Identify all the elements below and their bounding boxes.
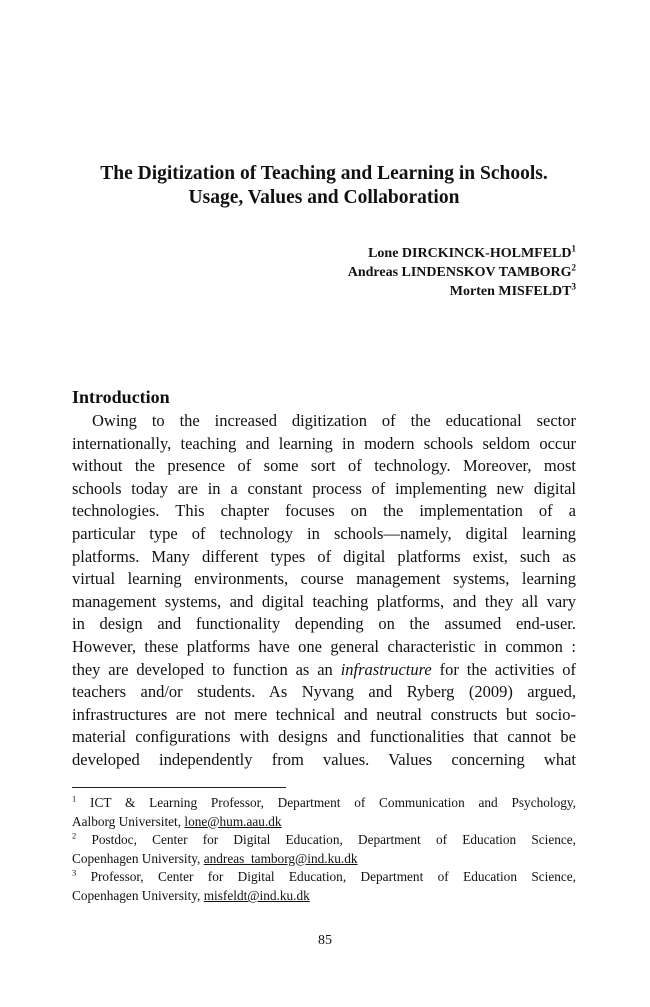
footnote-2: $^2$ Postdoc, Center for Digital Education, Department of Education Science,	[72, 830, 576, 848]
footnote-3-num: 3	[72, 867, 77, 878]
author-1-ref: 1	[571, 243, 576, 254]
footnote-2-email[interactable]: andreas_tamborg@ind.ku.dk	[203, 850, 358, 866]
body-line: developed independently from values. Values concerning what	[72, 749, 576, 769]
footnote-1: $^1$ ICT & Learning Professor, Department of Communication and Psychology,	[72, 793, 576, 810]
footnote-2-num: 2	[72, 830, 77, 841]
page-number: 85	[318, 933, 332, 948]
paper-title	[72, 162, 576, 210]
body-line: teachers and/or students. As Nyvang and Ryberg (2009) argued,	[72, 682, 576, 702]
section-heading: Introduction	[72, 387, 170, 407]
author-3: Morten MISFELDT$^3$	[449, 281, 576, 299]
footnote-divider	[72, 787, 286, 788]
author-1: Lone DIRCKINCK-HOLMFELD$^1$	[368, 243, 576, 261]
footnote-3-cont: Copenhagen University, misfeldt@ind.ku.dk	[72, 887, 310, 903]
author-2: Andreas LINDENSKOV TAMBORG$^2$	[347, 262, 576, 280]
footnotes	[72, 794, 576, 906]
body-line: schools today are in a constant process of implementing new digital	[72, 478, 576, 498]
footnote-3: $^3$ Professor, Center for Digital Education, Department of Education Science,	[72, 867, 576, 885]
body-line: management systems, and digital teaching platforms, and they all vary	[72, 591, 576, 611]
footnote-1-num: 1	[72, 793, 77, 804]
body-line: infrastructures are not mere technical and neutral constructs but socio-	[72, 704, 576, 724]
footnote-1-cont: Aalborg Universitet, lone@hum.aau.dk	[72, 813, 282, 829]
footnote-3-email[interactable]: misfeldt@ind.ku.dk	[203, 887, 310, 903]
body-line: in design and functionality depending on the assumed end-user.	[72, 614, 576, 634]
author-3-ref: 3	[571, 281, 576, 292]
body-line: they are developed to function as an infrastructure for the activities of	[72, 659, 576, 679]
body-text	[72, 410, 576, 772]
body-line: technologies. This chapter focuses on the implementation of a	[72, 501, 576, 521]
body-line: material configurations with designs and functionalities that cannot be	[72, 727, 576, 747]
body-line: without the presence of some sort of technology. Moreover, most	[72, 456, 576, 476]
footnote-2-cont: Copenhagen University, andreas_tamborg@ind.ku.dk	[72, 850, 358, 866]
author-2-ref: 2	[571, 262, 576, 273]
footnote-1-email[interactable]: lone@hum.aau.dk	[184, 813, 282, 829]
body-line: However, these platforms have one general characteristic in common :	[72, 636, 576, 656]
title-line-2: Usage, Values and Collaboration	[188, 187, 460, 208]
author-list	[348, 244, 576, 301]
body-line: platforms. Many different types of digital platforms exist, such as	[72, 546, 576, 566]
body-line: Owing to the increased digitization of the educational sector	[92, 411, 576, 430]
italic-term: infrastructure	[340, 659, 432, 679]
body-line: particular type of technology in schools—namely, digital learning	[72, 523, 576, 543]
body-line: internationally, teaching and learning in modern schools seldom occur	[72, 433, 576, 453]
title-line-1: The Digitization of Teaching and Learning in Schools.	[100, 163, 548, 184]
body-line: virtual learning environments, course management systems, learning	[72, 569, 576, 589]
